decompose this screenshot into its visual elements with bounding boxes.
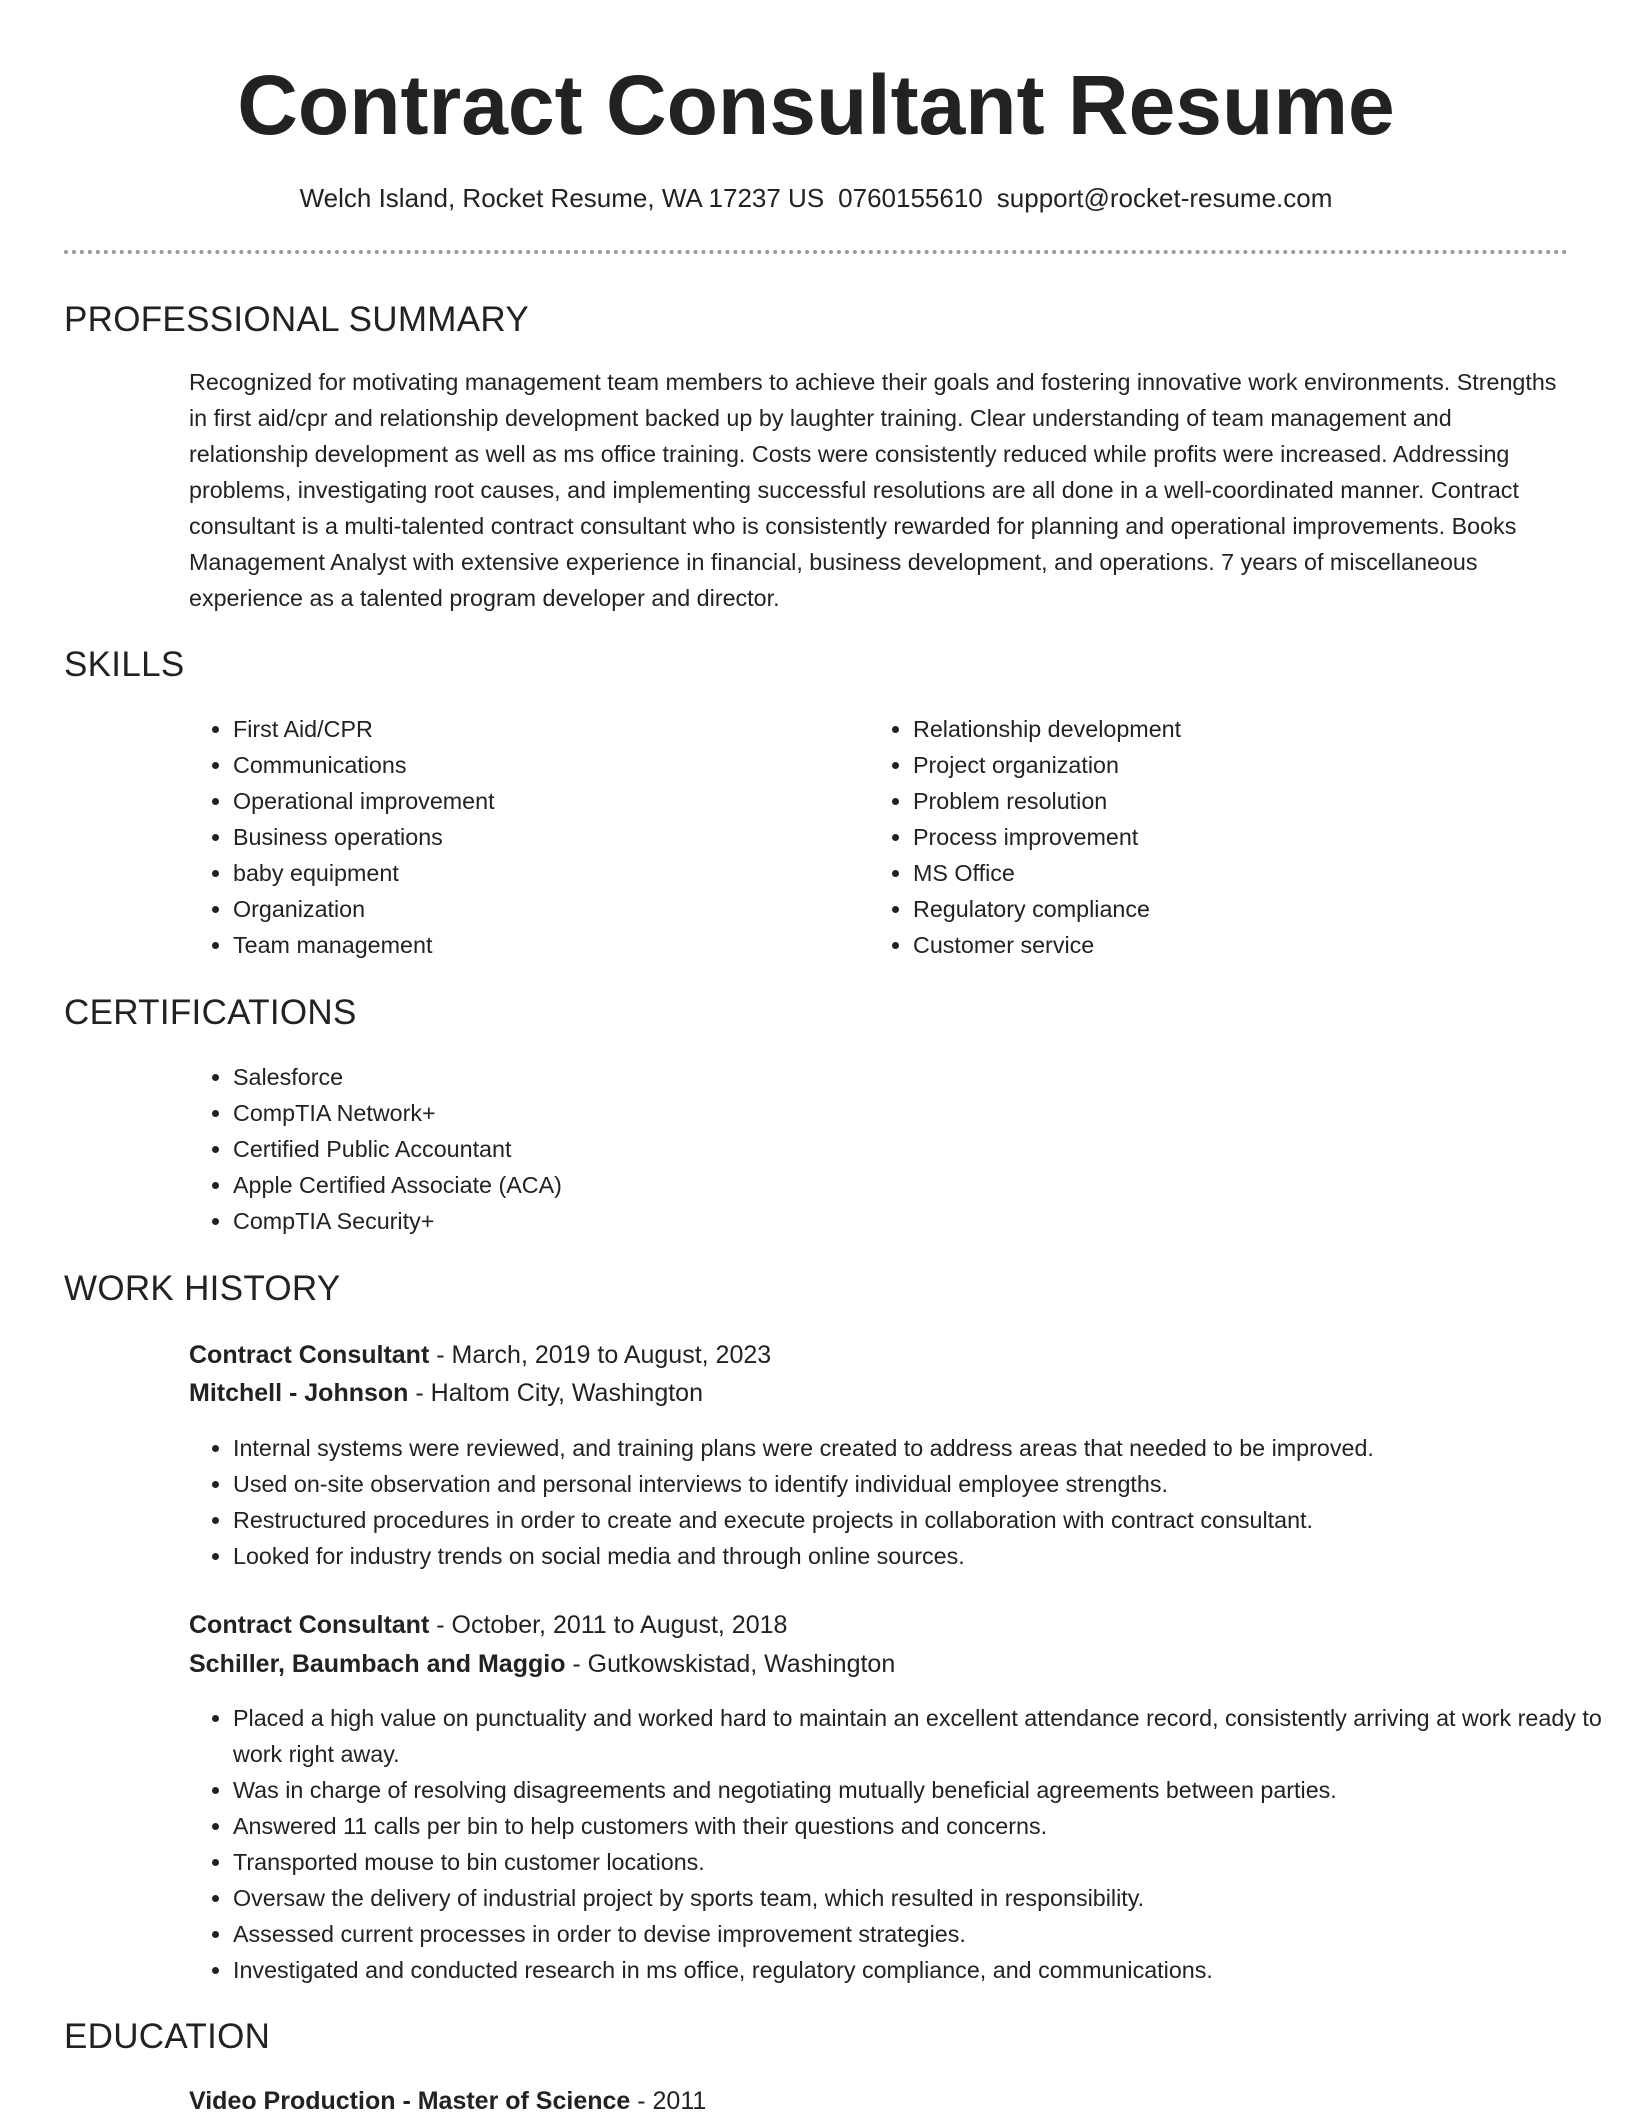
certification-item: • Apple Certified Associate (ACA) — [233, 1167, 1033, 1203]
skill-item: • baby equipment — [233, 855, 833, 891]
job-bullet: • Placed a high value on punctuality and worked hard to maintain an excellent attendance record, consistently arriving at work ready to work right away. — [233, 1700, 1613, 1772]
section-title-work-history: WORK HISTORY — [64, 1269, 341, 1308]
skill-item: • Communications — [233, 747, 833, 783]
job-bullet: • Investigated and conducted research in ms office, regulatory compliance, and communications. — [233, 1952, 1613, 1988]
skill-item: • Project organization — [913, 747, 1533, 783]
job-location: - Gutkowskistad, Washington — [565, 1650, 896, 1678]
contact-address: Welch Island, Rocket Resume, WA 17237 US — [299, 183, 825, 213]
job-dates: - October, 2011 to August, 2018 — [429, 1611, 788, 1639]
section-title-education: EDUCATION — [64, 2017, 271, 2056]
job-bullets — [189, 1430, 1613, 1574]
job-bullet: • Assessed current processes in order to devise improvement strategies. — [233, 1916, 1613, 1952]
job-title: Contract Consultant — [189, 1611, 430, 1639]
job-company: Mitchell - Johnson — [189, 1379, 409, 1407]
job-bullet: • Used on-site observation and personal interviews to identify individual employee strengths. — [233, 1466, 1613, 1502]
skill-item: • Relationship development — [913, 711, 1533, 747]
section-title-skills: SKILLS — [64, 645, 185, 684]
skill-item: • MS Office — [913, 855, 1533, 891]
job-bullet: • Restructured procedures in order to create and execute projects in collaboration with contract consultant. — [233, 1502, 1613, 1538]
job-bullet: • Looked for industry trends on social media and through online sources. — [233, 1538, 1613, 1574]
contact-email: support@rocket-resume.com — [996, 183, 1333, 213]
summary-text: Recognized for motivating management team members to achieve their goals and fostering innovative work environments. Strengths in first aid/cpr and relationship development backed up by laughter training. Clear understanding of team management and relationship development as well as ms office training. Costs were consistently reduced while profits were increased. Addressing problems, investigating root causes, and implementing successful resolutions are all done in a well-coordinated manner. Contract consultant is a multi-talented contract consultant who is consistently rewarded for planning and operational improvements. Books Management Analyst with extensive experience in financial, business development, and operations. 7 years of miscellaneous experience as a talented program developer and director. — [189, 369, 1557, 611]
header-divider — [64, 250, 1568, 254]
skills-list-left — [189, 711, 833, 963]
certification-item: • CompTIA Security+ — [233, 1203, 1033, 1239]
job-bullet: • Internal systems were reviewed, and training plans were created to address areas that needed to be improved. — [233, 1430, 1613, 1466]
job-bullets — [189, 1700, 1613, 1988]
job-title-line — [189, 1336, 771, 1374]
section-title-summary: PROFESSIONAL SUMMARY — [64, 300, 529, 339]
job-location: - Haltom City, Washington — [408, 1379, 703, 1407]
skill-item: • First Aid/CPR — [233, 711, 833, 747]
certification-item: • Salesforce — [233, 1059, 1033, 1095]
skill-item: • Process improvement — [913, 819, 1533, 855]
skill-item: • Business operations — [233, 819, 833, 855]
job-company: Schiller, Baumbach and Maggio — [189, 1650, 566, 1678]
job-bullet: • Oversaw the delivery of industrial project by sports team, which resulted in responsibility. — [233, 1880, 1613, 1916]
skill-item: • Regulatory compliance — [913, 891, 1533, 927]
job-company-line — [189, 1374, 703, 1412]
job-title-line — [189, 1606, 787, 1644]
education-year: - 2011 — [630, 2087, 707, 2115]
certifications-list — [189, 1059, 1033, 1239]
contact-line — [0, 180, 1632, 216]
job-company-line — [189, 1645, 895, 1683]
skill-item: • Team management — [233, 927, 833, 963]
skill-item: • Customer service — [913, 927, 1533, 963]
job-bullet: • Answered 11 calls per bin to help customers with their questions and concerns. — [233, 1808, 1613, 1844]
job-title: Contract Consultant — [189, 1341, 430, 1369]
resume-title: Contract Consultant Resume — [237, 58, 1395, 152]
skill-item: • Problem resolution — [913, 783, 1533, 819]
education-degree: Video Production - Master of Science — [189, 2087, 631, 2115]
contact-phone: 0760155610 — [838, 183, 983, 213]
skill-item: • Organization — [233, 891, 833, 927]
section-title-certifications: CERTIFICATIONS — [64, 993, 357, 1032]
job-bullet: • Transported mouse to bin customer locations. — [233, 1844, 1613, 1880]
skill-item: • Operational improvement — [233, 783, 833, 819]
job-dates: - March, 2019 to August, 2023 — [429, 1341, 772, 1369]
certification-item: • CompTIA Network+ — [233, 1095, 1033, 1131]
education-line — [189, 2082, 706, 2120]
skills-list-right — [869, 711, 1533, 963]
certification-item: • Certified Public Accountant — [233, 1131, 1033, 1167]
job-bullet: • Was in charge of resolving disagreements and negotiating mutually beneficial agreements between parties. — [233, 1772, 1613, 1808]
